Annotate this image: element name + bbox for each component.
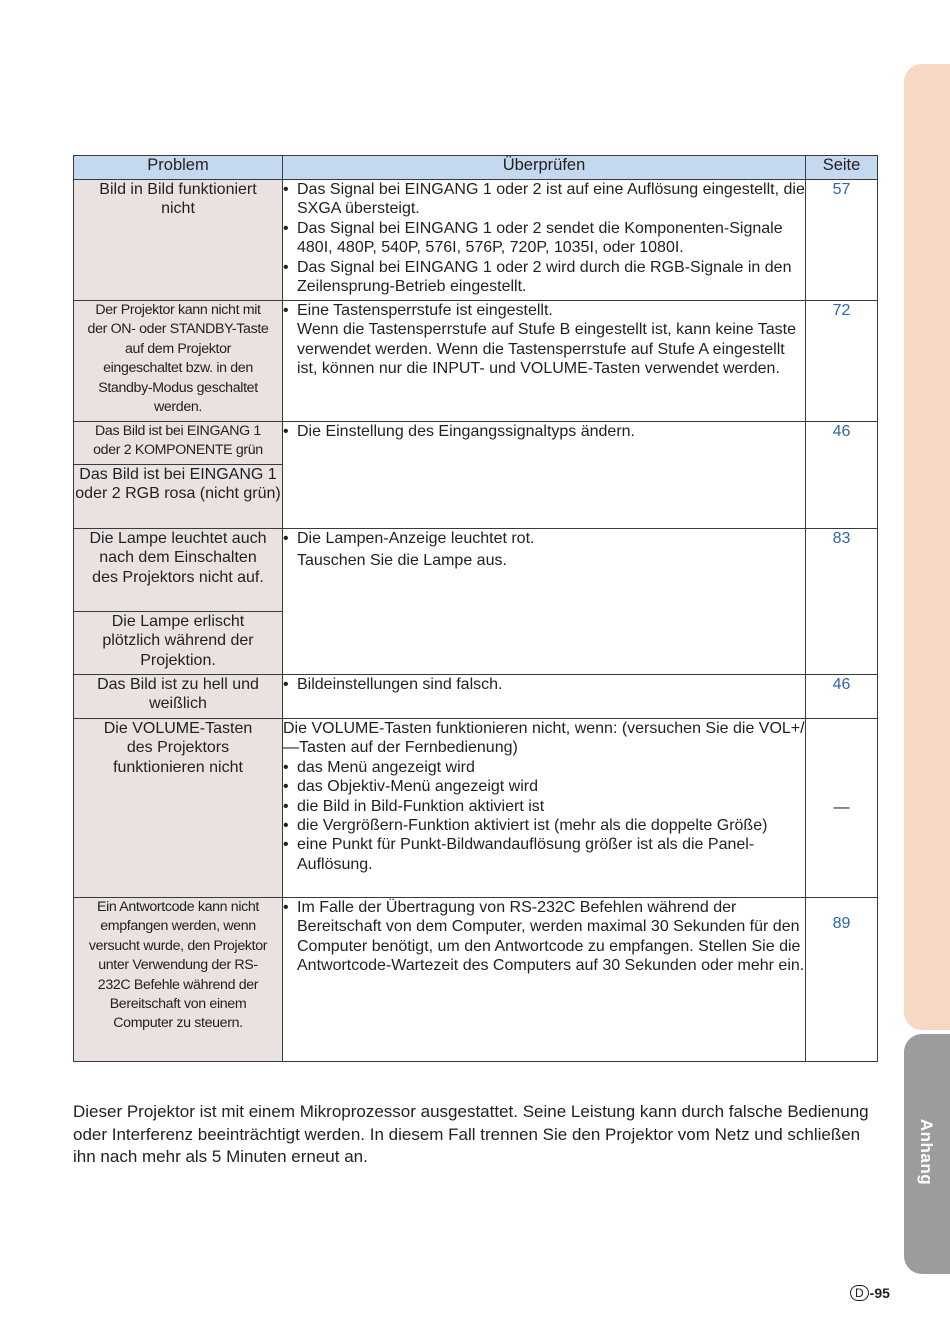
table-row [74,675,878,719]
check-item: • Die Einstellung des Eingangssignaltyps ändern. [283,422,805,441]
page-ref-none: — [806,719,878,898]
side-tab-label: Anhang [917,1118,936,1186]
table-row [74,301,878,422]
check-cell [283,675,806,719]
page-number [850,1285,890,1301]
check-intro: Die VOLUME-Tasten funktionieren nicht, wenn: (versuchen Sie die VOL+/—Tasten auf der Fernbedienung) [283,720,805,757]
problem-cell: Der Projektor kann nicht mit der ON- oder STANDBY-Taste auf dem Projektor eingeschaltet bzw. in den Standby-Modus geschaltet werden. [74,301,283,422]
page-number-value: -95 [869,1285,890,1301]
problem-cell: Die Lampe leuchtet auch nach dem Einschalten des Projektors nicht auf. [74,529,283,612]
check-item: • die Bild in Bild-Funktion aktiviert ist [283,797,805,816]
check-item: • das Objektiv-Menü angezeigt wird [283,777,805,796]
check-continuation: Wenn die Tastensperrstufe auf Stufe B eingestellt ist, kann keine Taste verwendet werden. Wenn die Tastensperrstufe auf Stufe A eingestellt ist, können nur die INPUT- und VOLUME-Tasten verwendet werden. [297,321,796,378]
check-item: • eine Punkt für Punkt-Bildwandauflösung größer ist als die Panel-Auflösung. [283,835,805,874]
troubleshooting-table [73,155,878,1062]
page-ref[interactable]: 46 [806,422,878,529]
check-cell [283,301,806,422]
table-row [74,529,878,612]
microprocessor-note: Dieser Projektor ist mit einem Mikroprozessor ausgestattet. Seine Leistung kann durch falsche Bedienung oder Interferenz beeinträchtigt werden. In diesem Fall trennen Sie den Projektor vom Netz und schließen ihn nach mehr als 5 Minuten erneut an. [73,1102,869,1167]
check-item: • Im Falle der Übertragung von RS-232C Befehlen während der Bereitschaft von dem Computer, werden maximal 30 Sekunden für den Computer benötigt, um den Antwortcode zu empfangen. Stellen Sie die Antwortcode-Wartezeit des Computers auf 30 Sekunden oder mehr ein. [283,898,805,976]
check-item: • die Vergrößern-Funktion aktiviert ist (mehr als die doppelte Größe) [283,816,805,835]
problem-cell: Bild in Bild funktioniert nicht [74,180,283,301]
check-cell [283,422,806,529]
page-ref[interactable]: 72 [806,301,878,422]
check-cell [283,898,806,1062]
check-item: • Das Signal bei EINGANG 1 oder 2 sendet die Komponenten-Signale 480I, 480P, 540P, 576I, 576P, 720P, 1035I, oder 1080I. [283,219,805,258]
check-item: • das Menü angezeigt wird [283,758,805,777]
page-ref[interactable]: 57 [806,180,878,301]
problem-cell: Das Bild ist bei EINGANG 1 oder 2 KOMPONENTE grün [74,422,283,465]
check-cell [283,719,806,898]
page-prefix-badge: D [850,1285,869,1301]
problem-cell: Das Bild ist zu hell und weißlich [74,675,283,719]
table-row [74,422,878,465]
check-item: • Das Signal bei EINGANG 1 oder 2 ist auf eine Auflösung eingestellt, die SXGA übersteigt. [283,180,805,219]
check-item: • Die Lampen-Anzeige leuchtet rot. [283,529,805,548]
check-item: • Bildeinstellungen sind falsch. [283,675,805,694]
table-row [74,180,878,301]
page-ref[interactable]: 83 [806,529,878,675]
check-item: • Eine Tastensperrstufe ist eingestellt. [283,301,805,320]
problem-cell: Ein Antwortcode kann nicht empfangen werden, wenn versucht wurde, den Projektor unter Verwendung der RS-232C Befehle während der Bereitschaft von einem Computer zu steuern. [74,898,283,1062]
problem-cell: Die VOLUME-Tasten des Projektors funktionieren nicht [74,719,283,898]
table-header-row [74,156,878,180]
check-continuation: Tauschen Sie die Lampe aus. [297,552,507,570]
table-row [74,719,878,898]
check-cell [283,529,806,675]
check-item: • Das Signal bei EINGANG 1 oder 2 wird durch die RGB-Signale in den Zeilensprung-Betrieb eingestellt. [283,258,805,297]
page-ref[interactable]: 46 [806,675,878,719]
header-problem: Problem [74,156,283,180]
side-tab-upper [904,64,950,1030]
problem-cell: Die Lampe erlischt plötzlich während der Projektion. [74,612,283,675]
problem-cell: Das Bild ist bei EINGANG 1 oder 2 RGB rosa (nicht grün) [74,465,283,529]
header-page: Seite [806,156,878,180]
table-row [74,898,878,1062]
check-cell [283,180,806,301]
page-ref[interactable]: 89 [806,898,878,1062]
header-check: Überprüfen [283,156,806,180]
